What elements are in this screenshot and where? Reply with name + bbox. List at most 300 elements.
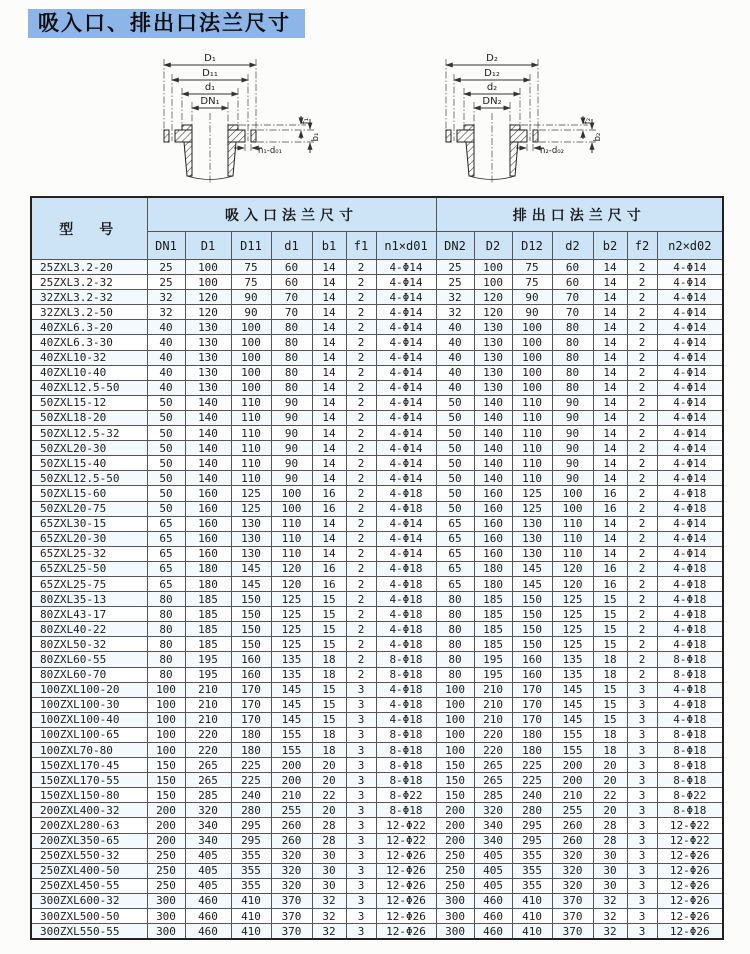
value-cell: 2 [627,531,657,546]
value-cell: 16 [593,501,627,516]
table-row [31,546,723,561]
value-cell: 370 [552,909,593,924]
value-cell: 14 [593,260,627,275]
table-row [31,818,723,833]
value-cell: 50 [436,410,474,425]
value-cell: 14 [312,365,346,380]
value-cell: 2 [346,441,376,456]
value-cell: 14 [312,275,346,290]
discharge-flange-diagram [440,45,612,185]
value-cell: 4-Φ14 [657,275,723,290]
value-cell: 15 [593,682,627,697]
value-cell: 75 [512,260,552,275]
model-cell: 50ZXL15-60 [31,486,147,501]
suction-flange-diagram [158,45,330,185]
value-cell: 130 [231,516,271,531]
value-cell: 4-Φ14 [376,546,436,561]
value-cell: 410 [231,893,271,908]
value-cell: 130 [185,380,231,395]
value-cell: 195 [185,667,231,682]
value-cell: 410 [512,893,552,908]
value-cell: 4-Φ14 [376,260,436,275]
value-cell: 40 [436,320,474,335]
value-cell: 150 [436,758,474,773]
value-cell: 20 [312,773,346,788]
value-cell: 80 [552,320,593,335]
label-face-diameter: d₂ [486,82,498,93]
value-cell: 100 [512,350,552,365]
value-cell: 20 [312,758,346,773]
table-row [31,290,723,305]
value-cell: 14 [312,380,346,395]
label-bolt-holes: n₁-d₀₁ [258,146,283,156]
value-cell: 3 [346,833,376,848]
value-cell: 110 [271,516,312,531]
value-cell: 20 [593,773,627,788]
value-cell: 4-Φ14 [376,456,436,471]
value-cell: 80 [552,335,593,350]
value-cell: 135 [552,667,593,682]
value-cell: 18 [593,727,627,742]
value-cell: 2 [346,320,376,335]
value-cell: 340 [185,818,231,833]
value-cell: 65 [436,546,474,561]
value-cell: 150 [231,637,271,652]
value-cell: 300 [436,893,474,908]
value-cell: 12-Φ26 [376,909,436,924]
value-cell: 130 [474,380,512,395]
value-cell: 140 [474,456,512,471]
value-cell: 100 [512,335,552,350]
label-outer-diameter: D₁ [204,53,216,64]
value-cell: 60 [552,260,593,275]
value-cell: 65 [436,561,474,576]
value-cell: 80 [271,320,312,335]
value-cell: 4-Φ14 [657,290,723,305]
column-header-D1: D1 [185,232,231,260]
value-cell: 150 [512,622,552,637]
table-row [31,335,723,350]
value-cell: 32 [312,909,346,924]
value-cell: 160 [185,486,231,501]
value-cell: 2 [627,667,657,682]
value-cell: 30 [312,848,346,863]
value-cell: 50 [436,471,474,486]
value-cell: 170 [512,682,552,697]
value-cell: 12-Φ26 [376,848,436,863]
value-cell: 225 [231,773,271,788]
value-cell: 180 [185,561,231,576]
value-cell: 460 [185,909,231,924]
value-cell: 12-Φ22 [376,818,436,833]
value-cell: 3 [346,743,376,758]
value-cell: 110 [231,471,271,486]
value-cell: 4-Φ14 [376,335,436,350]
value-cell: 150 [436,788,474,803]
table-row [31,501,723,516]
value-cell: 3 [627,682,657,697]
value-cell: 370 [552,924,593,940]
value-cell: 4-Φ18 [657,592,723,607]
value-cell: 4-Φ18 [657,697,723,712]
value-cell: 4-Φ14 [657,456,723,471]
value-cell: 12-Φ26 [376,863,436,878]
value-cell: 3 [346,803,376,818]
value-cell: 80 [147,667,185,682]
label-face-height: f₁ [301,117,311,125]
table-row [31,924,723,940]
value-cell: 30 [312,863,346,878]
value-cell: 4-Φ18 [376,712,436,727]
value-cell: 460 [474,924,512,940]
value-cell: 110 [271,531,312,546]
model-cell: 200ZXL350-65 [31,833,147,848]
value-cell: 2 [346,335,376,350]
value-cell: 265 [474,773,512,788]
value-cell: 3 [627,788,657,803]
value-cell: 340 [474,833,512,848]
table-row [31,863,723,878]
value-cell: 90 [231,305,271,320]
model-cell: 250ZXL450-55 [31,878,147,893]
value-cell: 200 [552,773,593,788]
value-cell: 145 [271,712,312,727]
value-cell: 80 [436,637,474,652]
value-cell: 32 [147,290,185,305]
value-cell: 110 [512,410,552,425]
model-cell: 150ZXL170-55 [31,773,147,788]
value-cell: 3 [627,712,657,727]
value-cell: 65 [436,516,474,531]
value-cell: 50 [147,441,185,456]
value-cell: 16 [312,576,346,591]
value-cell: 2 [627,395,657,410]
value-cell: 50 [436,486,474,501]
value-cell: 65 [147,546,185,561]
value-cell: 3 [346,697,376,712]
value-cell: 255 [552,803,593,818]
table-body [31,260,723,940]
value-cell: 4-Φ14 [376,395,436,410]
value-cell: 110 [552,531,593,546]
value-cell: 100 [231,380,271,395]
value-cell: 8-Φ18 [376,652,436,667]
value-cell: 2 [627,320,657,335]
value-cell: 130 [474,335,512,350]
value-cell: 2 [627,576,657,591]
value-cell: 340 [474,818,512,833]
value-cell: 16 [593,561,627,576]
value-cell: 16 [312,501,346,516]
value-cell: 170 [231,682,271,697]
model-cell: 100ZXL100-65 [31,727,147,742]
model-cell: 200ZXL280-63 [31,818,147,833]
model-cell: 65ZXL30-15 [31,516,147,531]
model-cell: 50ZXL15-12 [31,395,147,410]
value-cell: 3 [346,924,376,940]
table-row [31,305,723,320]
model-cell: 32ZXL3.2-50 [31,305,147,320]
value-cell: 300 [147,924,185,940]
value-cell: 185 [474,607,512,622]
model-cell: 80ZXL60-70 [31,667,147,682]
value-cell: 50 [436,456,474,471]
value-cell: 15 [312,592,346,607]
value-cell: 2 [346,667,376,682]
value-cell: 90 [271,426,312,441]
value-cell: 32 [593,924,627,940]
value-cell: 195 [474,667,512,682]
value-cell: 2 [627,335,657,350]
value-cell: 100 [231,350,271,365]
value-cell: 180 [474,576,512,591]
value-cell: 200 [552,758,593,773]
value-cell: 295 [512,818,552,833]
table-row [31,833,723,848]
value-cell: 2 [627,441,657,456]
value-cell: 100 [231,320,271,335]
value-cell: 2 [346,365,376,380]
value-cell: 355 [512,848,552,863]
value-cell: 90 [552,441,593,456]
value-cell: 150 [147,773,185,788]
value-cell: 370 [271,924,312,940]
value-cell: 8-Φ22 [657,788,723,803]
value-cell: 2 [627,546,657,561]
value-cell: 3 [346,727,376,742]
value-cell: 250 [436,848,474,863]
value-cell: 110 [552,516,593,531]
value-cell: 14 [593,531,627,546]
value-cell: 40 [147,320,185,335]
value-cell: 120 [552,561,593,576]
value-cell: 4-Φ14 [657,380,723,395]
table-row [31,410,723,425]
value-cell: 32 [147,305,185,320]
table-row [31,682,723,697]
value-cell: 14 [312,471,346,486]
value-cell: 2 [627,486,657,501]
value-cell: 120 [185,305,231,320]
value-cell: 4-Φ14 [376,275,436,290]
value-cell: 180 [512,727,552,742]
value-cell: 15 [312,682,346,697]
column-header-D2: D2 [474,232,512,260]
value-cell: 170 [512,712,552,727]
value-cell: 8-Φ18 [376,743,436,758]
value-cell: 2 [627,607,657,622]
value-cell: 320 [552,848,593,863]
model-cell: 100ZXL100-20 [31,682,147,697]
value-cell: 8-Φ18 [376,803,436,818]
value-cell: 50 [147,395,185,410]
value-cell: 40 [147,365,185,380]
value-cell: 22 [593,788,627,803]
value-cell: 14 [312,305,346,320]
value-cell: 3 [627,727,657,742]
value-cell: 90 [512,305,552,320]
table-row [31,395,723,410]
value-cell: 90 [271,456,312,471]
value-cell: 130 [231,546,271,561]
value-cell: 32 [593,909,627,924]
model-cell: 65ZXL20-30 [31,531,147,546]
table-row [31,592,723,607]
value-cell: 255 [271,803,312,818]
value-cell: 65 [147,531,185,546]
value-cell: 145 [552,712,593,727]
value-cell: 80 [271,335,312,350]
value-cell: 4-Φ18 [657,501,723,516]
value-cell: 50 [147,456,185,471]
value-cell: 225 [512,773,552,788]
value-cell: 100 [436,712,474,727]
value-cell: 160 [185,501,231,516]
value-cell: 240 [231,788,271,803]
value-cell: 80 [436,667,474,682]
model-cell: 300ZXL600-32 [31,893,147,908]
value-cell: 145 [231,561,271,576]
value-cell: 4-Φ18 [376,682,436,697]
value-cell: 125 [512,486,552,501]
value-cell: 155 [271,727,312,742]
value-cell: 145 [552,697,593,712]
value-cell: 150 [512,592,552,607]
value-cell: 3 [627,909,657,924]
table-row [31,743,723,758]
value-cell: 65 [436,531,474,546]
value-cell: 75 [231,260,271,275]
value-cell: 8-Φ22 [376,788,436,803]
value-cell: 50 [436,441,474,456]
value-cell: 300 [147,893,185,908]
value-cell: 12-Φ26 [657,893,723,908]
value-cell: 65 [147,561,185,576]
table-row [31,637,723,652]
value-cell: 80 [147,652,185,667]
value-cell: 2 [346,471,376,486]
table-row [31,667,723,682]
value-cell: 18 [593,652,627,667]
value-cell: 195 [474,652,512,667]
value-cell: 125 [552,637,593,652]
value-cell: 120 [474,290,512,305]
model-cell: 300ZXL550-55 [31,924,147,940]
value-cell: 145 [512,576,552,591]
model-cell: 65ZXL25-32 [31,546,147,561]
value-cell: 4-Φ18 [657,622,723,637]
value-cell: 155 [552,727,593,742]
value-cell: 15 [312,712,346,727]
label-outer-diameter: D₂ [486,53,498,64]
table-row [31,576,723,591]
value-cell: 320 [185,803,231,818]
value-cell: 15 [593,592,627,607]
value-cell: 2 [346,275,376,290]
flange-dimensions-table [30,196,724,940]
value-cell: 3 [627,803,657,818]
value-cell: 150 [512,637,552,652]
value-cell: 12-Φ22 [657,818,723,833]
column-header-b2: b2 [593,232,627,260]
value-cell: 135 [271,667,312,682]
value-cell: 32 [436,305,474,320]
value-cell: 100 [512,380,552,395]
value-cell: 180 [231,727,271,742]
value-cell: 50 [436,395,474,410]
value-cell: 16 [593,576,627,591]
value-cell: 8-Φ18 [657,652,723,667]
value-cell: 140 [185,456,231,471]
value-cell: 2 [627,365,657,380]
value-cell: 300 [147,909,185,924]
value-cell: 14 [593,305,627,320]
value-cell: 180 [185,576,231,591]
value-cell: 160 [512,652,552,667]
value-cell: 140 [185,426,231,441]
value-cell: 70 [552,305,593,320]
value-cell: 185 [185,622,231,637]
table-row [31,486,723,501]
value-cell: 260 [552,833,593,848]
value-cell: 370 [271,893,312,908]
value-cell: 110 [552,546,593,561]
value-cell: 2 [627,456,657,471]
value-cell: 370 [552,893,593,908]
value-cell: 4-Φ18 [376,561,436,576]
value-cell: 355 [231,848,271,863]
value-cell: 4-Φ18 [657,712,723,727]
value-cell: 80 [271,380,312,395]
value-cell: 14 [312,350,346,365]
value-cell: 4-Φ18 [657,682,723,697]
value-cell: 250 [147,878,185,893]
value-cell: 14 [593,410,627,425]
value-cell: 14 [312,290,346,305]
value-cell: 12-Φ26 [657,924,723,940]
table-row [31,456,723,471]
value-cell: 220 [185,727,231,742]
value-cell: 4-Φ18 [376,607,436,622]
value-cell: 150 [512,607,552,622]
value-cell: 100 [271,501,312,516]
column-header-D12: D12 [512,232,552,260]
value-cell: 210 [185,682,231,697]
value-cell: 60 [271,275,312,290]
value-cell: 3 [346,758,376,773]
column-header-f2: f2 [627,232,657,260]
value-cell: 125 [231,486,271,501]
model-cell: 40ZXL10-32 [31,350,147,365]
label-bolt-circle-diameter: D₁₁ [202,68,218,79]
value-cell: 160 [185,546,231,561]
label-flange-thickness: b₂ [593,132,603,142]
value-cell: 220 [474,727,512,742]
value-cell: 8-Φ18 [657,803,723,818]
value-cell: 100 [147,682,185,697]
value-cell: 110 [231,441,271,456]
value-cell: 210 [271,788,312,803]
value-cell: 285 [474,788,512,803]
value-cell: 180 [231,743,271,758]
value-cell: 100 [436,697,474,712]
value-cell: 125 [552,592,593,607]
value-cell: 210 [474,712,512,727]
value-cell: 12-Φ22 [376,833,436,848]
column-header-n1×d01: n1×d01 [376,232,436,260]
value-cell: 3 [627,848,657,863]
label-bore-diameter: DN₂ [482,96,502,107]
